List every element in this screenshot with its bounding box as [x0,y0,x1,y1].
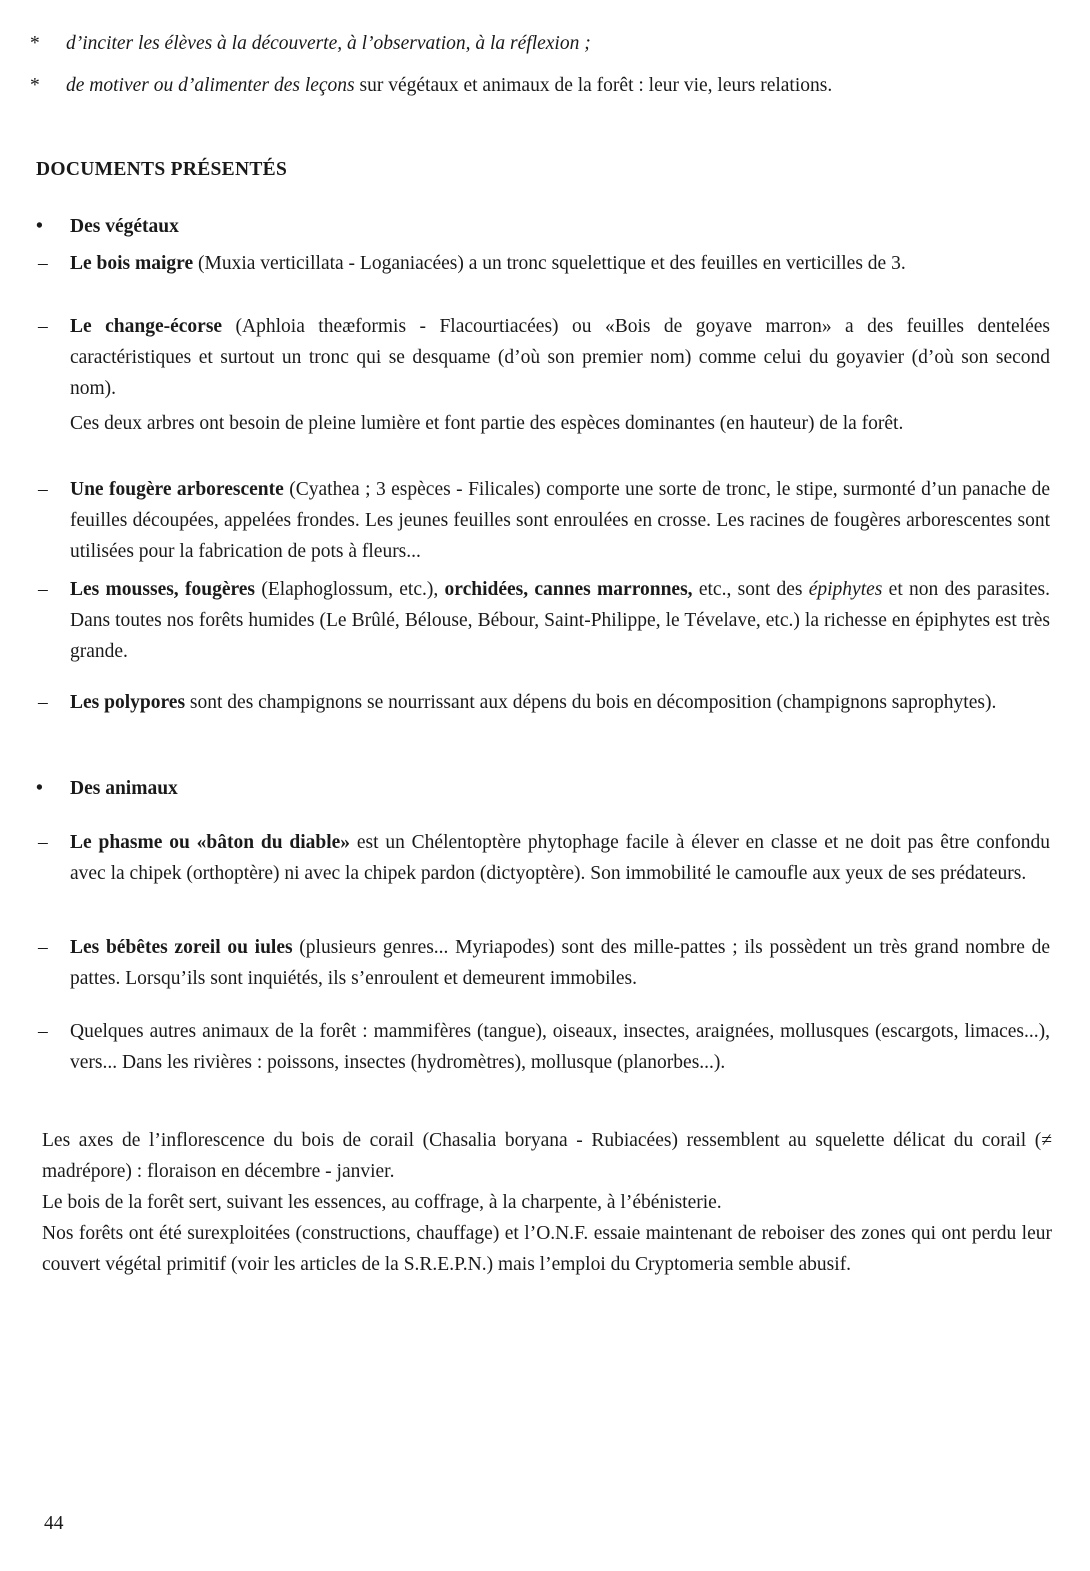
subsection-title: Des végétaux [70,216,179,237]
list-item-mousses [38,574,1050,667]
dash-marker: – [38,316,48,337]
description: (Aphloia theæformis - Flacourtiacées) ou «Bois de goyave marron» a des feuilles dentelées caractéristiques et surtout un tronc qui se desquame (d’où son premier nom) comme celui du goyavier (d’où son second nom). [70,316,1050,399]
objective-item [30,70,1040,101]
bullet-icon: • [36,778,43,799]
subsection-animaux [36,773,178,804]
term: Les bébêtes zoreil ou iules [70,937,293,958]
list-item-fougere [38,474,1050,567]
description: (Cyathea ; 3 espèces - Filicales) comporte une sorte de tronc, le stipe, surmonté d’un panache de feuilles découpées, appelées frondes. Les jeunes feuilles sont enroulées en crosse. Les racines de fougères arborescentes sont utilisées pour la fabrication de pots à fleurs... [70,479,1050,562]
term: Une fougère arborescente [70,479,284,500]
description: sont des champignons se nourrissant aux dépens du bois en décomposition (champignons saprophytes). [185,692,997,713]
dash-marker: – [38,479,48,500]
description: Quelques autres animaux de la forêt : mammifères (tangue), oiseaux, insectes, araignées, mollusques (escargots, limaces...), vers... Dans les rivières : poissons, insectes (hydromètres), mollusque (planorbes...). [70,1021,1050,1073]
closing-text [42,1125,1052,1280]
bullet-icon: • [36,216,43,237]
emphasis: épiphytes [808,579,883,600]
section-heading: DOCUMENTS PRÉSENTÉS [36,159,288,180]
description: (Muxia verticillata - Loganiacées) a un tronc squelettique et des feuilles en verticilles de 3. [193,253,906,274]
description: etc., sont des [692,579,809,600]
list-item-polypores [38,687,1050,718]
objective-text-plain: sur végétaux et animaux de la forêt : leur vie, leurs relations. [354,75,833,96]
objective-item [30,28,1040,59]
list-item-bebetes [38,932,1050,994]
list-item-phasme [38,827,1050,889]
asterisk-marker: * [30,75,40,96]
objective-text: d’inciter les élèves à la découverte, à l’observation, à la réflexion ; [66,33,591,54]
dash-marker: – [38,832,48,853]
list-item-bois-maigre [38,248,1050,279]
subsection-vegetaux [36,211,179,242]
description: (plusieurs genres... Myriapodes) sont des mille-pattes ; ils possèdent un très grand nombre de pattes. Lorsqu’ils sont inquiétés, ils s’enroulent et demeurent immobiles. [70,937,1050,989]
term: Les polypores [70,692,186,713]
term: Les mousses, fougères [70,579,256,600]
asterisk-marker: * [30,33,40,54]
dash-marker: – [38,253,48,274]
dash-marker: – [38,579,48,600]
closing-paragraph: Le bois de la forêt sert, suivant les essences, au coffrage, à la charpente, à l’ébénisterie. [42,1192,722,1213]
term: Le change-écorse [70,316,223,337]
description: est un Chélentoptère phytophage facile à élever en classe et ne doit pas être confondu avec la chipek (orthoptère) ni avec la chipek pardon (dictyoptère). Son immobilité le camoufle aux yeux de ses prédateurs. [70,832,1050,884]
dash-marker: – [38,1021,48,1042]
description: et non des parasites. Dans toutes nos forêts humides (Le Brûlé, Bélouse, Bébour, Saint-Philippe, le Tévelave, etc.) la richesse en épiphytes est très grande. [70,579,1050,662]
objective-text: de motiver ou d’alimenter des leçons [66,75,355,96]
term: Le bois maigre [70,253,194,274]
list-item-autres [38,1016,1050,1078]
term: orchidées, cannes marronnes, [444,579,693,600]
description: (Elaphoglossum, etc.), [255,579,445,600]
page-number: 44 [44,1513,64,1534]
term: Le phasme ou «bâton du diable» [70,832,351,853]
subsection-title: Des animaux [70,778,178,799]
dash-marker: – [38,692,48,713]
list-item-change-ecorse [38,311,1050,404]
closing-paragraph: Les axes de l’inflorescence du bois de corail (Chasalia boryana - Rubiacées) ressemblent au squelette délicat du corail (≠ madrépore) : floraison en décembre - janvier. [42,1130,1052,1182]
dash-marker: – [38,937,48,958]
closing-paragraph: Nos forêts ont été surexploitées (constructions, chauffage) et l’O.N.F. essaie maintenant de reboiser des zones qui ont perdu leur couvert végétal primitif (voir les articles de la S.R.E.P.N.) mais l’emploi du Cryptomeria semble abusif. [42,1223,1052,1275]
note-paragraph: Ces deux arbres ont besoin de pleine lumière et font partie des espèces dominantes (en hauteur) de la forêt. [70,413,904,434]
